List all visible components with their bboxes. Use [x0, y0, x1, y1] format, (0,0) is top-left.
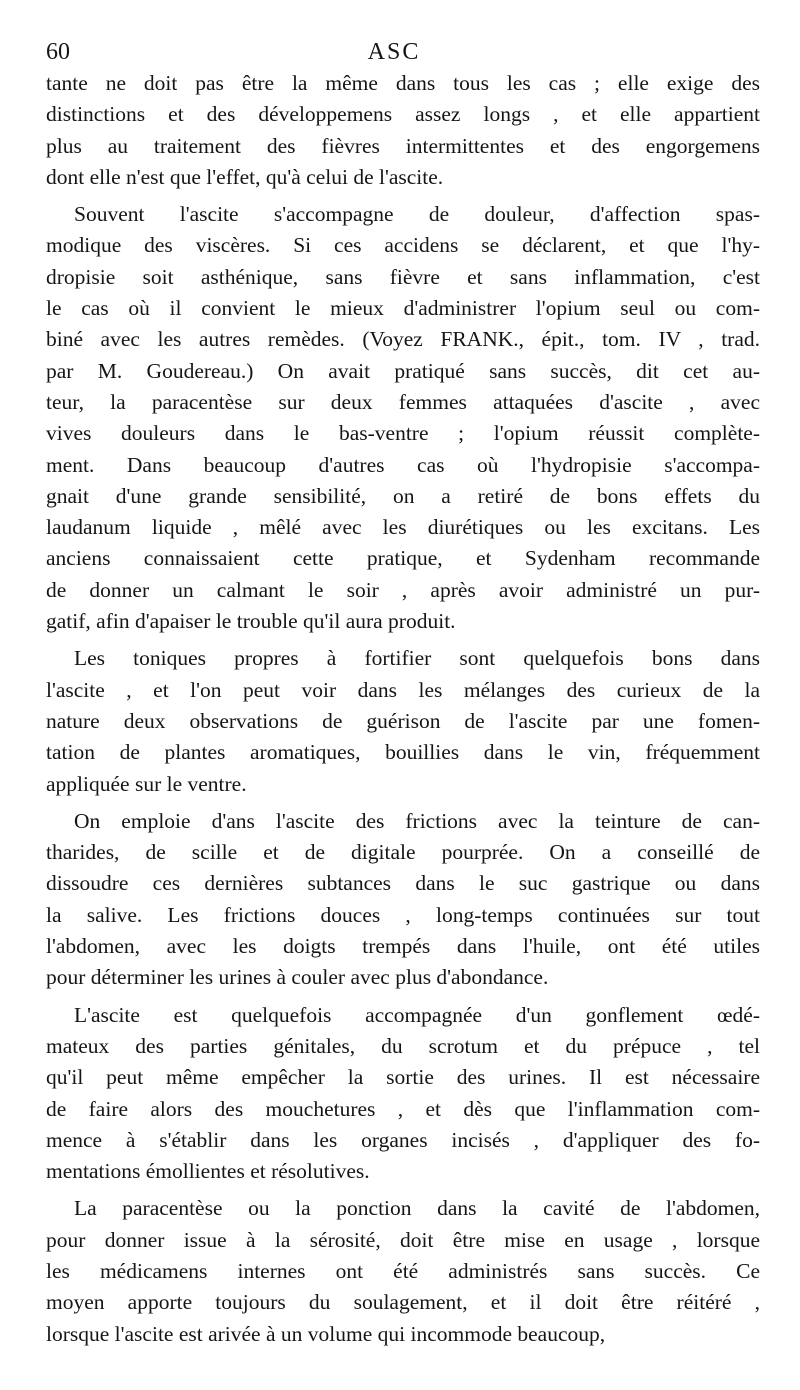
text-line: pour déterminer les urines à couler avec plus d'abondance. — [46, 965, 549, 990]
page-header — [46, 36, 760, 68]
text-line: mence à s'établir dans les organes incisés , d'appliquer des fo- — [46, 1127, 760, 1152]
text-line: dropisie soit asthénique, sans fièvre et sans inflammation, c'est — [46, 264, 760, 289]
text-line: les médicamens internes ont été administrés sans succès. Ce — [46, 1258, 760, 1283]
text-line: distinctions et des développemens assez longs , et elle appartient — [46, 102, 760, 127]
page-number: 60 — [46, 39, 70, 65]
text-line: tharides, de scille et de digitale pourprée. On a conseillé de — [46, 840, 760, 865]
text-line: laudanum liquide , mêlé avec les diurétiques ou les excitans. Les — [46, 515, 760, 540]
text-line: qu'il peut même empêcher la sortie des urines. Il est nécessaire — [46, 1065, 760, 1090]
text-line: l'abdomen, avec les doigts trempés dans l'huile, ont été utiles — [46, 934, 760, 959]
text-line: plus au traitement des fièvres intermittentes et des engorgemens — [46, 133, 760, 158]
body-text — [46, 68, 760, 1350]
text-line: vives douleurs dans le bas-ventre ; l'opium réussit complète- — [46, 421, 760, 446]
paragraph — [46, 1193, 760, 1349]
text-line: La paracentèse ou la ponction dans la cavité de l'abdomen, — [74, 1196, 760, 1221]
text-line: dissoudre ces dernières subtances dans le suc gastrique ou dans — [46, 871, 760, 896]
text-line: teur, la paracentèse sur deux femmes attaquées d'ascite , avec — [46, 389, 760, 414]
paragraph — [46, 806, 760, 994]
text-line: modique des viscères. Si ces accidens se déclarent, et que l'hy- — [46, 233, 760, 258]
text-line: de donner un calmant le soir , après avoir administré un pur- — [46, 577, 760, 602]
text-line: le cas où il convient le mieux d'administrer l'opium seul ou com- — [46, 296, 760, 321]
text-line: gatif, afin d'apaiser le trouble qu'il aura produit. — [46, 609, 456, 634]
text-line: mateux des parties génitales, du scrotum et du prépuce , tel — [46, 1033, 760, 1058]
text-line: lorsque l'ascite est arivée à un volume qui incommode beaucoup, — [46, 1321, 606, 1346]
text-line: tation de plantes aromatiques, bouillies dans le vin, fréquemment — [46, 740, 760, 765]
paragraph — [46, 68, 760, 193]
running-head: ASC — [367, 39, 421, 65]
text-line: ment. Dans beaucoup d'autres cas où l'hydropisie s'accompa- — [46, 452, 760, 477]
text-line: par M. Goudereau.) On avait pratiqué sans succès, dit cet au- — [46, 358, 760, 383]
text-line: L'ascite est quelquefois accompagnée d'un gonflement œdé- — [74, 1002, 760, 1027]
text-line: moyen apporte toujours du soulagement, et il doit être réitéré , — [46, 1290, 760, 1315]
text-line: dont elle n'est que l'effet, qu'à celui de l'ascite. — [46, 164, 444, 189]
text-line: tante ne doit pas être la même dans tous les cas ; elle exige des — [46, 71, 760, 95]
text-line: de faire alors des mouchetures , et dès que l'inflammation com- — [46, 1096, 760, 1121]
text-line: la salive. Les frictions douces , long-temps continuées sur tout — [46, 902, 760, 927]
paragraph — [46, 199, 760, 637]
paragraph — [46, 643, 760, 799]
text-line: anciens connaissaient cette pratique, et Sydenham recommande — [46, 546, 760, 571]
text-line: Souvent l'ascite s'accompagne de douleur, d'affection spas- — [74, 202, 760, 227]
text-line: On emploie d'ans l'ascite des frictions avec la teinture de can- — [74, 808, 760, 833]
paragraph — [46, 1000, 760, 1188]
text-line: pour donner issue à la sérosité, doit être mise en usage , lorsque — [46, 1227, 760, 1252]
text-line: biné avec les autres remèdes. (Voyez FRANK., épit., tom. IV , trad. — [46, 327, 760, 352]
book-page — [46, 36, 760, 1350]
text-line: gnait d'une grande sensibilité, on a retiré de bons effets du — [46, 483, 760, 508]
text-line: nature deux observations de guérison de l'ascite par une fomen- — [46, 708, 760, 733]
text-line: appliquée sur le ventre. — [46, 771, 247, 796]
text-line: l'ascite , et l'on peut voir dans les mélanges des curieux de la — [46, 677, 760, 702]
text-line: Les toniques propres à fortifier sont quelquefois bons dans — [74, 646, 760, 671]
text-line: mentations émollientes et résolutives. — [46, 1159, 370, 1184]
